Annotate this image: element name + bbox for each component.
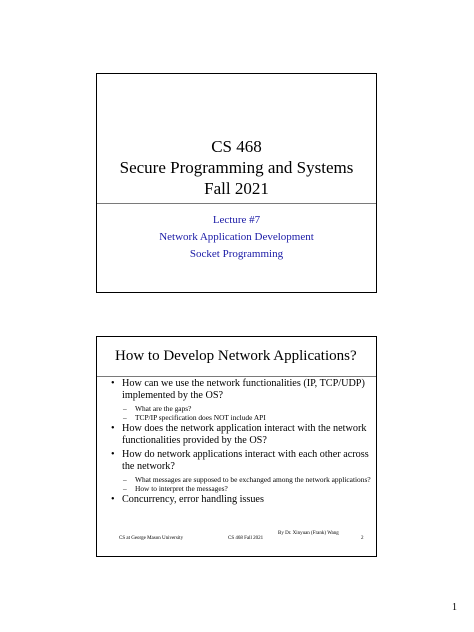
footer-course: CS 468 Fall 2021 bbox=[228, 536, 264, 541]
course-name: Secure Programming and Systems bbox=[119, 158, 354, 177]
bullet-item: • How can we use the network functionalities (IP, TCP/UDP) implemented by the OS? bbox=[111, 378, 371, 403]
page-number: 1 bbox=[452, 602, 457, 613]
slide-1-divider bbox=[97, 203, 376, 204]
footer-author: By Dr. Xinyuan (Frank) Wang bbox=[278, 531, 339, 536]
lecture-number: Lecture #7 bbox=[212, 214, 261, 226]
bullet-item: • How does the network application interact with the network functionalities provided by the OS? bbox=[111, 423, 371, 448]
slide-number: 2 bbox=[361, 536, 364, 541]
sub-bullet-item: – How to interpret the messages? bbox=[111, 484, 371, 494]
slide-1-subtitle bbox=[97, 212, 376, 263]
course-code: CS 468 bbox=[211, 137, 262, 156]
slide-2-title: How to Develop Network Applications? bbox=[115, 348, 357, 364]
lecture-topic: Network Application Development bbox=[159, 231, 314, 243]
slide-footer bbox=[97, 530, 376, 548]
sub-bullet-item: – What messages are supposed to be exchanged among the network applications? bbox=[111, 475, 371, 485]
slide-1-title bbox=[97, 136, 376, 199]
sub-bullet-item: – TCP/IP specification does NOT include API bbox=[111, 413, 371, 423]
slide-2 bbox=[96, 336, 377, 557]
lecture-subtopic: Socket Programming bbox=[189, 248, 284, 260]
slide-2-divider bbox=[97, 376, 376, 377]
slide-2-bullet-list bbox=[111, 378, 371, 507]
slide-1 bbox=[96, 73, 377, 293]
bullet-item: • How do network applications interact with each other across the network? bbox=[111, 449, 371, 474]
course-term: Fall 2021 bbox=[204, 179, 269, 198]
footer-institution: CS at George Mason University bbox=[119, 536, 184, 541]
bullet-item: • Concurrency, error handling issues bbox=[111, 494, 371, 506]
sub-bullet-item: – What are the gaps? bbox=[111, 404, 371, 414]
